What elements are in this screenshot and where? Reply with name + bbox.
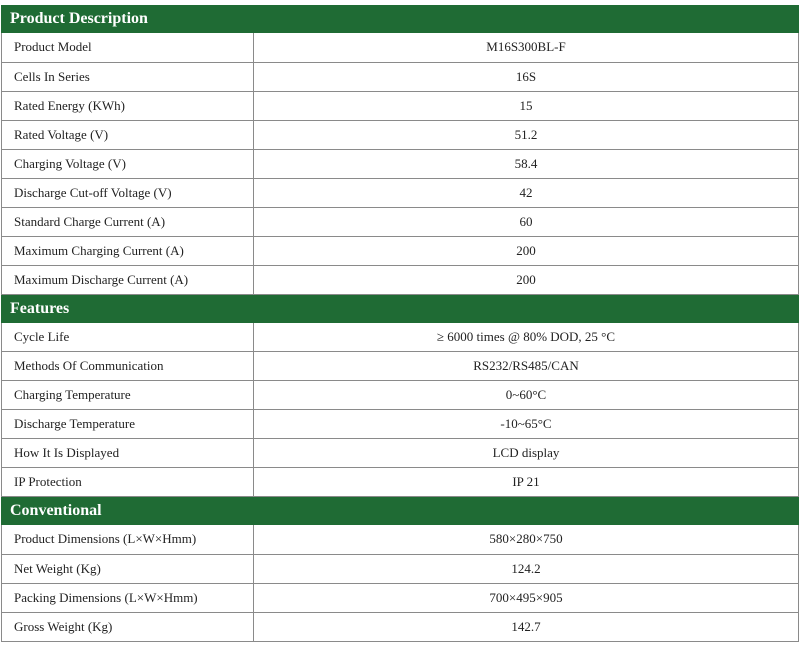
spec-value: 200 — [254, 265, 799, 294]
spec-label: Charging Voltage (V) — [2, 149, 254, 178]
spec-value: 15 — [254, 91, 799, 120]
table-row — [2, 91, 799, 120]
spec-value: M16S300BL-F — [254, 33, 799, 62]
section-header-conventional: Conventional — [1, 497, 799, 525]
spec-value: 58.4 — [254, 149, 799, 178]
spec-sheet — [1, 5, 799, 642]
table-row — [2, 207, 799, 236]
table-row — [2, 612, 799, 641]
spec-value: 700×495×905 — [254, 583, 799, 612]
product-description-table — [1, 33, 799, 295]
spec-value: ≥ 6000 times @ 80% DOD, 25 °C — [254, 323, 799, 352]
spec-label: Maximum Discharge Current (A) — [2, 265, 254, 294]
spec-value: 42 — [254, 178, 799, 207]
spec-value: LCD display — [254, 439, 799, 468]
table-row — [2, 468, 799, 497]
table-row — [2, 410, 799, 439]
spec-label: Net Weight (Kg) — [2, 554, 254, 583]
table-row — [2, 33, 799, 62]
table-row — [2, 265, 799, 294]
table-row — [2, 62, 799, 91]
features-table — [1, 323, 799, 498]
spec-value: -10~65°C — [254, 410, 799, 439]
spec-value: 16S — [254, 62, 799, 91]
spec-label: Gross Weight (Kg) — [2, 612, 254, 641]
table-row — [2, 236, 799, 265]
spec-label: Standard Charge Current (A) — [2, 207, 254, 236]
spec-value: 0~60°C — [254, 381, 799, 410]
spec-value: 200 — [254, 236, 799, 265]
spec-label: Discharge Cut-off Voltage (V) — [2, 178, 254, 207]
table-row — [2, 323, 799, 352]
spec-value: 580×280×750 — [254, 525, 799, 554]
spec-value: RS232/RS485/CAN — [254, 352, 799, 381]
spec-label: Product Model — [2, 33, 254, 62]
spec-value: 124.2 — [254, 554, 799, 583]
spec-label: Rated Voltage (V) — [2, 120, 254, 149]
spec-label: Cells In Series — [2, 62, 254, 91]
spec-label: Methods Of Communication — [2, 352, 254, 381]
spec-label: Cycle Life — [2, 323, 254, 352]
spec-value: 51.2 — [254, 120, 799, 149]
table-row — [2, 554, 799, 583]
spec-label: How It Is Displayed — [2, 439, 254, 468]
spec-value: IP 21 — [254, 468, 799, 497]
table-row — [2, 439, 799, 468]
section-header-product-description: Product Description — [1, 5, 799, 33]
spec-label: Charging Temperature — [2, 381, 254, 410]
table-row — [2, 583, 799, 612]
table-row — [2, 352, 799, 381]
table-row — [2, 149, 799, 178]
spec-value: 142.7 — [254, 612, 799, 641]
section-header-features: Features — [1, 295, 799, 323]
table-row — [2, 381, 799, 410]
spec-label: Packing Dimensions (L×W×Hmm) — [2, 583, 254, 612]
spec-label: Rated Energy (KWh) — [2, 91, 254, 120]
table-row — [2, 525, 799, 554]
table-row — [2, 120, 799, 149]
spec-label: Discharge Temperature — [2, 410, 254, 439]
table-row — [2, 178, 799, 207]
spec-label: Product Dimensions (L×W×Hmm) — [2, 525, 254, 554]
spec-label: Maximum Charging Current (A) — [2, 236, 254, 265]
conventional-table — [1, 525, 799, 642]
spec-value: 60 — [254, 207, 799, 236]
spec-label: IP Protection — [2, 468, 254, 497]
